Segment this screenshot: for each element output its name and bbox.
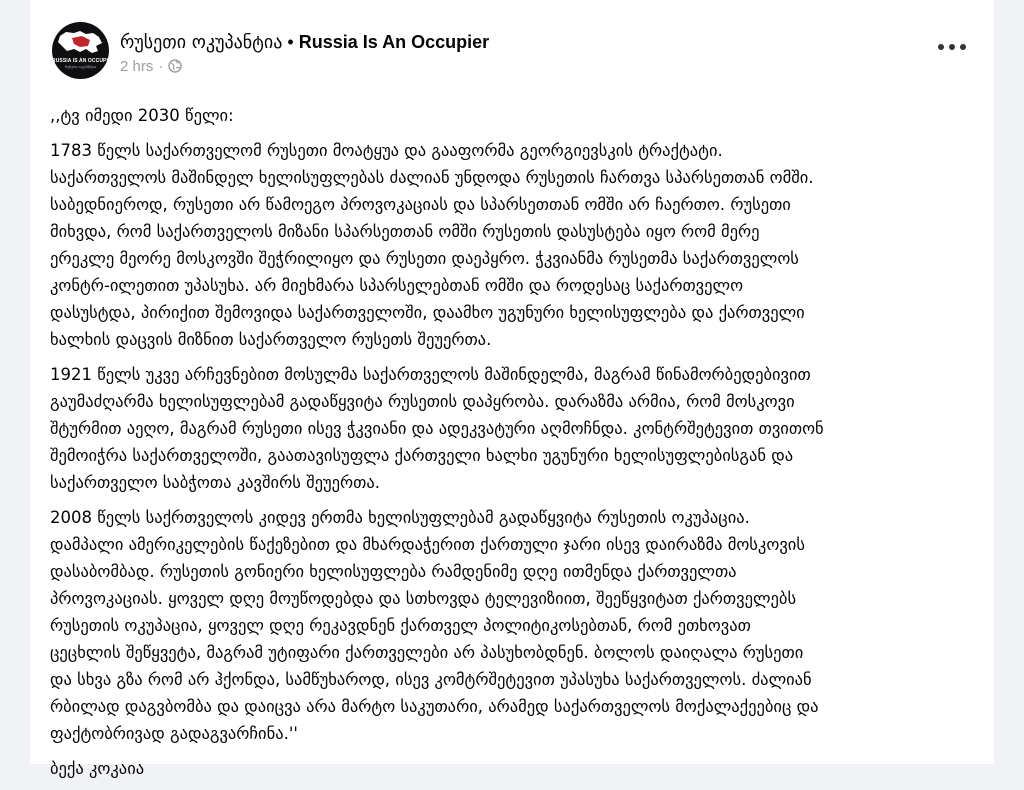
text-line: და სხვა გზა რომ არ ჰქონდა, სამწუხაროდ, ისევ კომტრშეტევით უპასუხა საქართველოს. ძალიან	[50, 670, 812, 689]
text-line: ერეკლე მეორე მოსკოვში შეჭრილიყო და რუსეთი დაეპყრო. ჭკვიანმა რუსეთმა საქართველოს	[50, 249, 799, 268]
more-options-button[interactable]	[932, 34, 972, 58]
avatar[interactable]	[52, 22, 116, 79]
text-line: 1921 წელს უკვე არჩევნებით მოსულმა საქართველოს მაშინდელმა, მაგრამ წინამორბედებივით	[50, 365, 811, 384]
text-line: 2008 წელს საქრთველოს კიდევ ერთმა ხელისუფლებამ გადაწყვიტა რუსეთის ოკუპაცია.	[50, 508, 750, 527]
text-line: დასაბომბად. რუსეთის გონიერი ხელისუფლება რამდენიმე დღე ითმენდა ქართველთა	[50, 562, 737, 581]
paragraph-1921	[50, 361, 980, 496]
page-name	[120, 31, 489, 54]
avatar-title: RUSSIA IS AN OCCUPIER	[52, 58, 116, 64]
paragraph-signature	[50, 755, 980, 782]
map-icon	[52, 22, 116, 79]
text-line: რბილად დაგვბომბა და დაიცვა არა მარტო საკუთარი, არამედ საქართველოს მოქალაქეებიც და	[50, 697, 819, 716]
post-meta	[120, 57, 182, 79]
text-line: რუსეთის ოკუპაცია, ყოველ დღე რეკავდნენ ქართველ პოლიტიკოსებთან, რომ ეთხოვათ	[50, 616, 751, 635]
post-body	[50, 102, 980, 790]
text-line: პროვოკაციას. ყოველ დღე მოუწოდებდა და სთხოვდა ტელევიზიით, შეეწყვიტათ ქართველებს	[50, 589, 797, 608]
text-line: კონტრ-ილეთით უპასუხა. არ მიეხმარა სპარსელებთან ომში და როდესაც საქართველო	[50, 276, 744, 295]
text-line: შემოიჭრა საქართველოში, გაათავისუფლა ქართველი ხალხი უგუნური ხელისუფლებისგან და	[50, 446, 794, 465]
text-line: ფაქტობრივად გადაგვარჩინა.''	[50, 724, 298, 743]
paragraph-2008	[50, 504, 980, 747]
page-name-georgian[interactable]: რუსეთი ოკუპანტია	[120, 32, 283, 53]
text-line: ,,ტვ იმედი 2030 წელი:	[50, 106, 234, 125]
avatar-subtitle: რუსეთი ოკუპანტია	[64, 65, 97, 69]
post-timestamp[interactable]: 2 hrs	[120, 58, 154, 75]
post-header	[52, 22, 972, 80]
text-line: მიხვდა, რომ საქართველოს მიზანი სპარსეთთან ომში რუსეთის დასუსტება იყო რომ მერე	[50, 222, 760, 241]
meta-separator: ·	[158, 58, 164, 75]
text-line: დამპალი ამერიკელების წაქეზებით და მხარდაჭერით ქართული ჯარი ისევ დაირაზმა მოსკოვის	[50, 535, 805, 554]
text-line: საბედნიეროდ, რუსეთი არ წამოეგო პროვოკაციას და სპარსეთთან ომში არ ჩაერთო. რუსეთი	[50, 195, 791, 214]
paragraph-intro	[50, 102, 980, 129]
paragraph-1783	[50, 137, 980, 353]
more-dot	[960, 44, 966, 50]
post-card	[30, 0, 994, 778]
text-line: ბექა კოკაია	[50, 759, 145, 778]
text-line: 1783 წელს საქართველომ რუსეთი მოატყუა და გააფორმა გეორგიევსკის ტრაქტატი.	[50, 141, 723, 160]
more-dot	[949, 44, 955, 50]
page-name-english[interactable]: Russia Is An Occupier	[298, 32, 490, 52]
text-line: ცეცხლის შეწყვეტა, მაგრამ უტიფარი ქართველები არ პასუხობდნენ. ბოლოს დაიღალა რუსეთი	[50, 643, 804, 662]
text-line: საქართველოს მაშინდელ ხელისუფლებას ძალიან უნდოდა რუსეთის ჩართვა სპარსეთთან ომში.	[50, 168, 814, 187]
more-dot	[938, 44, 944, 50]
globe-icon[interactable]	[168, 59, 182, 79]
text-line: დასუსტდა, პირიქით შემოვიდა საქართველოში, დაამხო უგუნური ხელისუფლება და ქართველი	[50, 303, 805, 322]
text-line: ხალხის დაცვის მიზნით საქართველო რუსეთს შეუერთა.	[50, 330, 492, 349]
text-line: საქართველო საბჭოთა კავშირს შეუერთა.	[50, 473, 380, 492]
name-separator: •	[287, 32, 294, 52]
text-line: გაუმაძღარმა ხელისუფლებამ გადაწყვიტა რუსეთის დაპყრობა. დარაზმა არმია, რომ მოსკოვი	[50, 392, 795, 411]
text-line: შტურმით აეღო, მაგრამ რუსეთი ისევ ჭკვიანი და ადეკვატური აღმოჩნდა. კონტრშეტევით თვითონ	[50, 419, 824, 438]
